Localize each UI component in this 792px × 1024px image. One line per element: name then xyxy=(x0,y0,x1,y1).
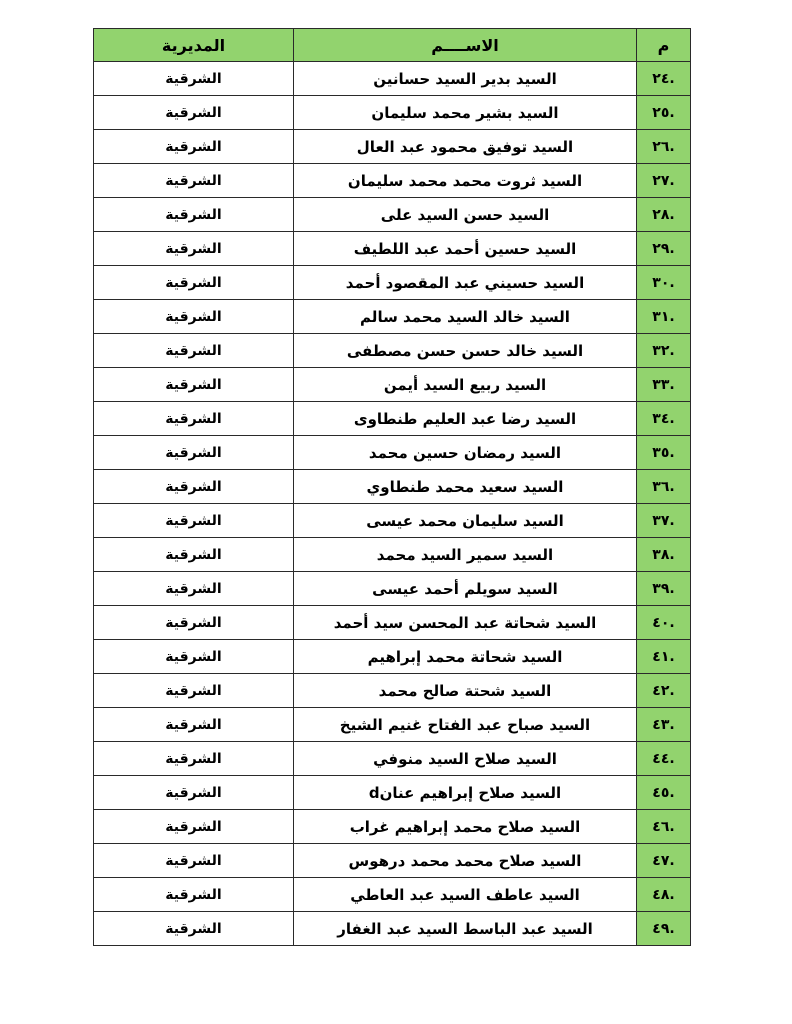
row-name: السيد حسيني عبد المقصود أحمد xyxy=(294,266,637,300)
row-name: السيد شحاتة عبد المحسن سيد أحمد xyxy=(294,606,637,640)
row-number: .٣١ xyxy=(637,300,691,334)
row-name: السيد عبد الباسط السيد عبد الغفار xyxy=(294,912,637,946)
header-directorate: المديرية xyxy=(94,29,294,62)
row-directorate: الشرقية xyxy=(94,266,294,300)
row-directorate: الشرقية xyxy=(94,606,294,640)
row-directorate: الشرقية xyxy=(94,96,294,130)
header-number: م xyxy=(637,29,691,62)
row-name: السيد حسن السيد على xyxy=(294,198,637,232)
row-name: السيد شحتة صالح محمد xyxy=(294,674,637,708)
row-number: .٤٨ xyxy=(637,878,691,912)
row-number: .٢٨ xyxy=(637,198,691,232)
row-name: السيد صباح عبد الفتاح غنيم الشيخ xyxy=(294,708,637,742)
row-number: .٣٣ xyxy=(637,368,691,402)
header-name: الاســــم xyxy=(294,29,637,62)
row-number: .٣٠ xyxy=(637,266,691,300)
row-name: السيد حسين أحمد عبد اللطيف xyxy=(294,232,637,266)
row-number: .٢٥ xyxy=(637,96,691,130)
row-name: السيد صلاح السيد منوفي xyxy=(294,742,637,776)
document-page xyxy=(93,28,690,946)
table-row xyxy=(94,130,691,164)
row-number: .٤٤ xyxy=(637,742,691,776)
table-row xyxy=(94,572,691,606)
header-row xyxy=(94,29,691,62)
row-name: السيد سويلم أحمد عيسى xyxy=(294,572,637,606)
row-name: السيد بشير محمد سليمان xyxy=(294,96,637,130)
table-header xyxy=(94,29,691,62)
table-row xyxy=(94,436,691,470)
row-directorate: الشرقية xyxy=(94,62,294,96)
row-number: .٤٩ xyxy=(637,912,691,946)
table-row xyxy=(94,62,691,96)
row-number: .٢٦ xyxy=(637,130,691,164)
row-directorate: الشرقية xyxy=(94,912,294,946)
row-directorate: الشرقية xyxy=(94,300,294,334)
table-row xyxy=(94,640,691,674)
table-row xyxy=(94,504,691,538)
row-number: .٤٠ xyxy=(637,606,691,640)
row-name: السيد عاطف السيد عبد العاطي xyxy=(294,878,637,912)
row-name: السيد رضا عبد العليم طنطاوى xyxy=(294,402,637,436)
row-directorate: الشرقية xyxy=(94,198,294,232)
row-name: السيد صلاح محمد محمد درهوس xyxy=(294,844,637,878)
row-name: السيد خالد حسن حسن مصطفى xyxy=(294,334,637,368)
table-row xyxy=(94,606,691,640)
row-name: السيد صلاح إبراهيم عنانd xyxy=(294,776,637,810)
table-row xyxy=(94,844,691,878)
row-directorate: الشرقية xyxy=(94,742,294,776)
row-name: السيد ربيع السيد أيمن xyxy=(294,368,637,402)
row-number: .٢٩ xyxy=(637,232,691,266)
row-name: السيد صلاح محمد إبراهيم غراب xyxy=(294,810,637,844)
row-directorate: الشرقية xyxy=(94,878,294,912)
row-directorate: الشرقية xyxy=(94,402,294,436)
row-directorate: الشرقية xyxy=(94,674,294,708)
table-row xyxy=(94,912,691,946)
row-name: السيد سمير السيد محمد xyxy=(294,538,637,572)
row-directorate: الشرقية xyxy=(94,708,294,742)
row-number: .٣٩ xyxy=(637,572,691,606)
table-row xyxy=(94,674,691,708)
row-name: السيد ثروت محمد محمد سليمان xyxy=(294,164,637,198)
row-number: .٣٦ xyxy=(637,470,691,504)
row-directorate: الشرقية xyxy=(94,810,294,844)
row-number: .٤٦ xyxy=(637,810,691,844)
table-row xyxy=(94,878,691,912)
table-body xyxy=(94,62,691,946)
row-number: .٣٨ xyxy=(637,538,691,572)
row-directorate: الشرقية xyxy=(94,844,294,878)
row-number: .٢٧ xyxy=(637,164,691,198)
names-table xyxy=(93,28,691,946)
table-row xyxy=(94,334,691,368)
row-name: السيد شحاتة محمد إبراهيم xyxy=(294,640,637,674)
row-name: السيد بدير السيد حسانين xyxy=(294,62,637,96)
table-row xyxy=(94,96,691,130)
table-row xyxy=(94,742,691,776)
row-directorate: الشرقية xyxy=(94,130,294,164)
table-row xyxy=(94,810,691,844)
row-name: السيد توفيق محمود عبد العال xyxy=(294,130,637,164)
row-number: .٤٥ xyxy=(637,776,691,810)
table-row xyxy=(94,300,691,334)
table-row xyxy=(94,470,691,504)
row-directorate: الشرقية xyxy=(94,504,294,538)
table-row xyxy=(94,776,691,810)
row-directorate: الشرقية xyxy=(94,164,294,198)
row-number: .٢٤ xyxy=(637,62,691,96)
row-name: السيد سعيد محمد طنطاوي xyxy=(294,470,637,504)
row-number: .٤٣ xyxy=(637,708,691,742)
row-number: .٣٤ xyxy=(637,402,691,436)
row-name: السيد خالد السيد محمد سالم xyxy=(294,300,637,334)
row-directorate: الشرقية xyxy=(94,640,294,674)
row-name: السيد سليمان محمد عيسى xyxy=(294,504,637,538)
table-row xyxy=(94,402,691,436)
row-directorate: الشرقية xyxy=(94,436,294,470)
table-row xyxy=(94,198,691,232)
row-directorate: الشرقية xyxy=(94,470,294,504)
row-directorate: الشرقية xyxy=(94,334,294,368)
table-row xyxy=(94,164,691,198)
row-number: .٤١ xyxy=(637,640,691,674)
table-row xyxy=(94,266,691,300)
row-number: .٤٧ xyxy=(637,844,691,878)
table-row xyxy=(94,368,691,402)
table-row xyxy=(94,708,691,742)
row-directorate: الشرقية xyxy=(94,232,294,266)
table-row xyxy=(94,232,691,266)
row-directorate: الشرقية xyxy=(94,572,294,606)
table-row xyxy=(94,538,691,572)
row-name: السيد رمضان حسين محمد xyxy=(294,436,637,470)
row-number: .٣٥ xyxy=(637,436,691,470)
row-number: .٣٧ xyxy=(637,504,691,538)
row-directorate: الشرقية xyxy=(94,368,294,402)
row-number: .٣٢ xyxy=(637,334,691,368)
row-number: .٤٢ xyxy=(637,674,691,708)
row-directorate: الشرقية xyxy=(94,538,294,572)
row-directorate: الشرقية xyxy=(94,776,294,810)
